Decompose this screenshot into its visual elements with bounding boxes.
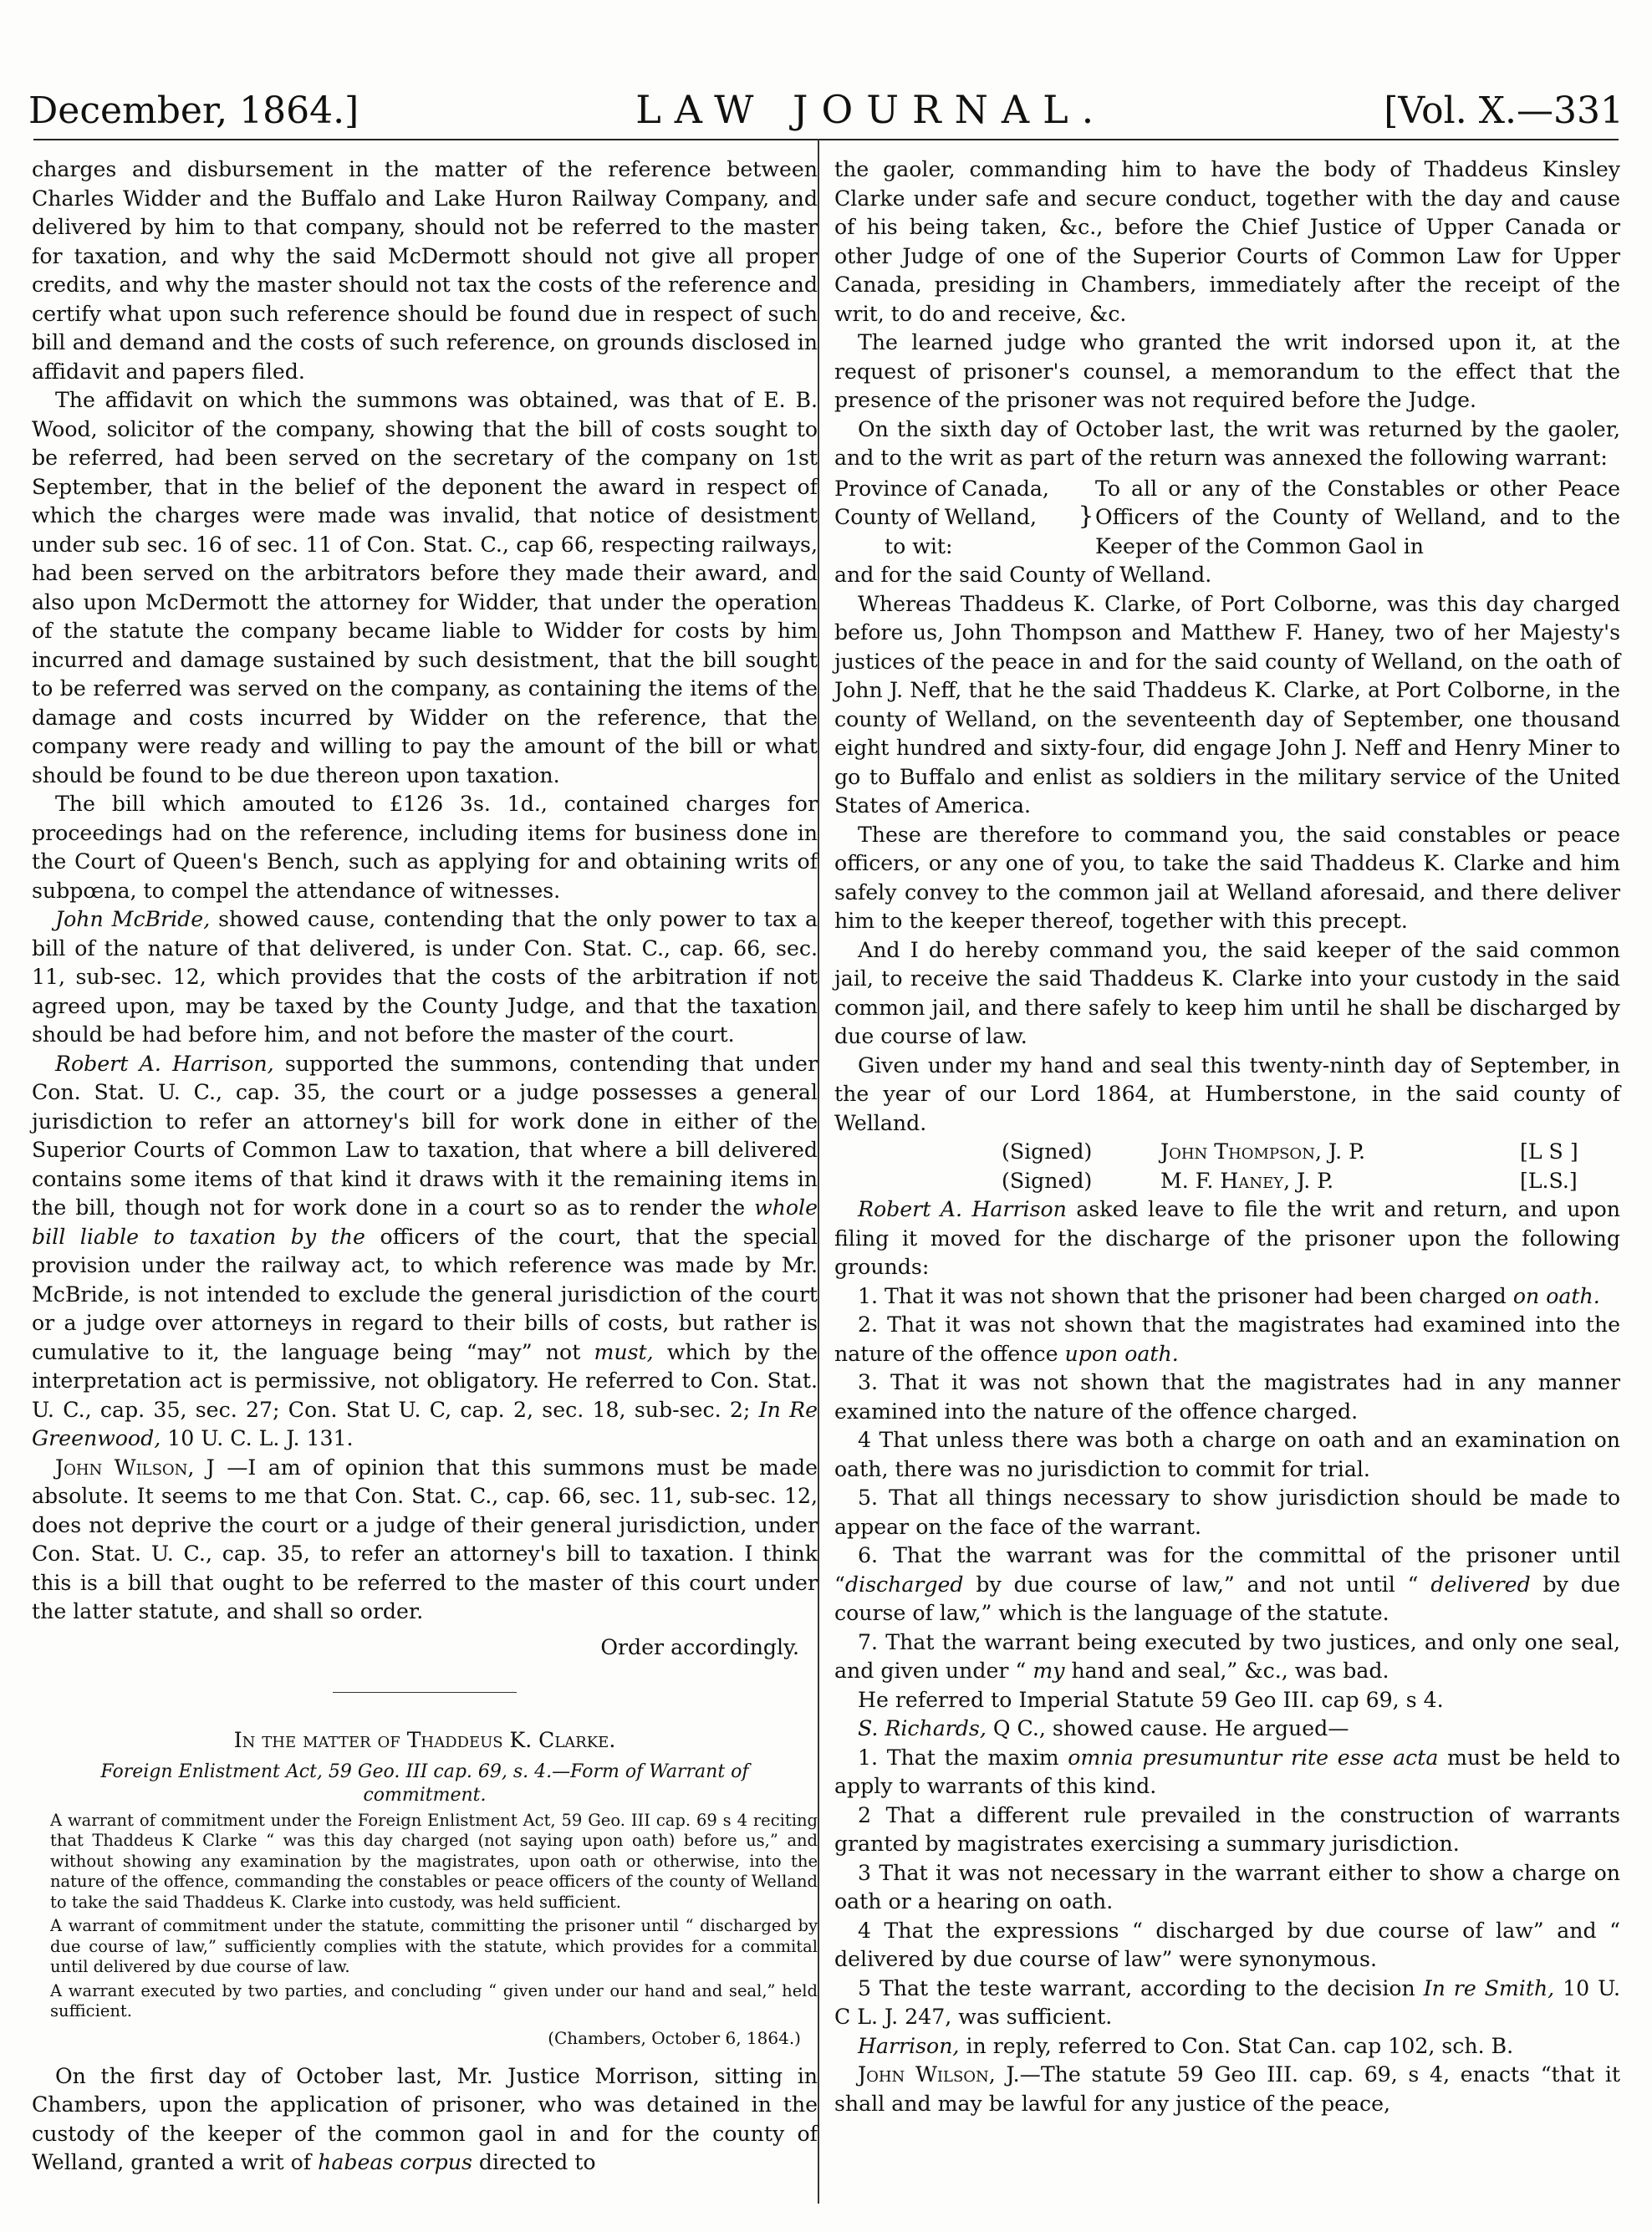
warrant-addressees: To all or any of the Constables or other Peace Officers of the County of Welland, and to the Keeper of the Common Gaol in [1095,476,1620,558]
paragraph-text: officers of the court, that the special provision under the railway act, to which reference was made by Mr. McBride, is not intended to exclude the general jurisdiction of the court or a judge over attorneys in regard to their bills of costs, but rather is cumulative to it, the language being “may” not [32,1224,818,1364]
paragraph [32,905,818,1050]
counsel-name: Harrison, [858,2033,960,2058]
header-journal-title: LAW JOURNAL. [635,87,1108,132]
ground-item: 4 That unless there was both a charge on oath and an examination on oath, there was no jurisdiction to commit for trial. [834,1428,1620,1481]
paragraph-text: asked leave to file the writ and return, and upon filing it moved for the discharge of the prisoner upon the following grounds: [834,1197,1620,1279]
paragraph-text: which by the interpretation act is permissive, not obligatory. He referred to Con. Stat. U. C., cap. 35, sec. 27; Con. Stat U. C, cap. 2, sec. 18, sub-sec. 2; [32,1339,818,1422]
ground-text: 2. That it was not shown that the magistrates had examined into the nature of the offence [834,1312,1620,1366]
paragraph: Whereas Thaddeus K. Clarke, of Port Colborne, was this day charged before us, John Thompson and Matthew F. Haney, two of her Majesty's justices of the peace in and for the said county of Welland, on the oath of John J. Neff, that he the said Thaddeus K. Clarke, at Port Colborne, in the county of Welland, on the seventeenth day of September, one thousand eight hundred and sixty-four, did engage John J. Neff and Henry Miner to go to Buffalo and enlist as soldiers in the military service of the United States of America. [834,591,1620,818]
headnote: A warrant of commitment under the Foreign Enlistment Act, 59 Geo. III cap. 69 s 4 reciting that Thaddeus K Clarke “ was this day charged (not saying upon oath) before us,” and without showing any examination by the magistrates, upon oath or otherwise, into the nature of the offence, commanding the constables or peace officers of the county of Welland to take the said Thaddeus K. Clarke into custody, was held sufficient. [50,1810,818,1912]
paragraph: Given under my hand and seal this twenty-ninth day of September, in the year of our Lord 1864, at Humberstone, in the said county of Welland. [834,1052,1620,1135]
counsel-name: Robert A. Harrison [858,1197,1067,1221]
warrant-address [834,475,1620,562]
ground-text: hand and seal,” &c., was bad. [1064,1659,1389,1683]
paragraph [834,1715,1620,1744]
ground-text: 7. That the warrant being executed by two justices, and only one seal, and given under “ [834,1629,1620,1683]
judge-name: John Wilson, J. [858,2062,1020,2087]
header-rule [33,139,1619,140]
argument-text: must be held to apply to warrants of this kind. [834,1745,1620,1798]
paragraph-text: supported the summons, contending that under Con. Stat. U. C., cap. 35, the court or a judge possesses a general jurisdiction to refer an attorney's bill for work done in either of the Superior Courts of Common Law to taxation, that where a bill delivered contains some items of that kind it draws with it the remaining items in the bill, though not for work done in a court so as to render the [32,1051,818,1220]
argument-text: 1. That the maxim [858,1745,1068,1770]
signature-line [834,1167,1620,1196]
argument-item: 4 That the expressions “ discharged by due course of law” and “ delivered by due course of law” were synonymous. [834,1918,1620,1971]
argument-item [834,1975,1620,2032]
paragraph: the gaoler, commanding him to have the body of Thaddeus Kinsley Clarke under safe and secure conduct, together with the day and cause of his being taken, &c., before the Chief Justice of Upper Canada or other Judge of one of the Superior Courts of Common Law for Upper Canada, presiding in Chambers, immediately after the receipt of the writ, to do and receive, &c. [834,157,1620,326]
left-column [32,155,818,2178]
argument-text: 5 That the teste warrant, according to the decision [858,1975,1424,2000]
paragraph: The learned judge who granted the writ indorsed upon it, at the request of prisoner's counsel, a memorandum to the effect that the presence of the prisoner was not required before the Judge. [834,330,1620,412]
paragraph [32,2062,818,2178]
page-header [28,74,1624,132]
italic-text: delivered [1430,1572,1531,1597]
paragraph: On the sixth day of October last, the writ was returned by the gaoler, and to the writ as part of the return was annexed the following warrant: [834,416,1620,470]
section-rule [333,1692,517,1693]
counsel-name: Robert A. Harrison, [55,1051,274,1076]
paragraph [834,2032,1620,2061]
paragraph: He referred to Imperial Statute 59 Geo III. cap 69, s 4. [858,1687,1444,1712]
seal-mark: [L S ] [1520,1139,1578,1164]
italic-text: omnia presumuntur rite esse acta [1068,1745,1439,1770]
ground-item [834,1628,1620,1686]
argument-text: 10 U. C L. J. 247, was sufficient. [834,1975,1620,2029]
venue-line: to wit: [885,533,953,558]
paragraph: And I do hereby command you, the said keeper of the said common jail, to receive the said Thaddeus K. Clarke into your custody in the said common jail, and there safely to keep him until he shall be discharged by due course of law. [834,937,1620,1048]
paragraph: and for the said County of Welland. [834,563,1212,587]
paragraph-text: Q C., showed cause. He argued— [986,1716,1349,1740]
ground-text: by due course of law,” which is the language of the statute. [834,1572,1621,1625]
ground-item [834,1282,1620,1312]
case-citation: In re Smith, [1423,1975,1555,2000]
paragraph: charges and disbursement in the matter of the reference between Charles Widder and the Buffalo and Lake Huron Railway Company, and delivered by him to that company, should not be referred to the master for taxation, and why the said McDermott should not give all proper credits, and why the master should not tax the costs of the reference and certify what upon such reference should be found due in respect of such bill and demand and the costs of such reference, on grounds disclosed in affidavit and papers filed. [32,157,818,384]
venue-line: County of Welland, [834,505,1037,529]
ground-item: 3. That it was not shown that the magistrates had in any manner examined into the nature of the offence charged. [834,1370,1620,1424]
column-divider [818,139,819,2204]
paragraph-text: directed to [472,2150,596,2174]
paragraph [834,1195,1620,1282]
ground-text: by due course of law,” and not until “ [963,1572,1431,1597]
header-date: December, 1864.] [28,89,359,132]
warrant-venue [834,475,1077,562]
italic-text: habeas corpus [318,2150,472,2174]
signatory-name: M. F. Haney, J. P. [1160,1168,1334,1193]
paragraph-text: showed cause, contending that the only power to tax a bill of the nature of that delivered, is under Con. Stat. C., cap. 66, sec. 11, sub-sec. 12, which provides that the costs of the arbitration if not agreed upon, may be taxed by the County Judge, and that the taxation should be had before him, and not before the master of the court. [32,907,818,1047]
paragraph: These are therefore to command you, the said constables or peace officers, or any one of you, to take the said Thaddeus K. Clarke and him safely convey to the common jail at Welland aforesaid, and there deliver him to the keeper thereof, together with this precept. [834,822,1620,933]
headnote: A warrant executed by two parties, and concluding “ given under our hand and seal,” held sufficient. [50,1980,818,2021]
header-volume-page: [Vol. X.—331 [1384,89,1624,132]
counsel-name: John McBride, [55,907,211,931]
italic-text: upon oath. [1064,1341,1179,1366]
paragraph [32,1050,818,1454]
chambers-date: (Chambers, October 6, 1864.) [548,2027,801,2048]
paragraph-text: 10 U. C. L. J. 131. [161,1426,354,1450]
case-title: In the matter of Thaddeus K. Clarke. [233,1728,616,1752]
italic-text: whole bill liable to taxation by the [32,1195,818,1249]
right-column [834,155,1620,2118]
argument-item [834,1744,1620,1801]
case-subtitle: Foreign Enlistment Act, 59 Geo. III cap. 69, s. 4.—Form of Warrant of commitment. [100,1761,749,1806]
seal-mark: [L.S.] [1520,1168,1578,1193]
paragraph: The affidavit on which the summons was obtained, was that of E. B. Wood, solicitor of the company, showing that the bill of costs sought to be referred, had been served on the secretary of the company on 1st September, that in the belief of the deponent the award in respect of which the charges were made was invalid, that notice of desistment under sub sec. 16 of sec. 11 of Con. Stat. C., cap 66, respecting railways, had been served on the arbitrators before they made their award, and also upon McDermott the attorney for Widder, that under the operation of the statute the company became liable to Widder for costs by him incurred and damage sustained by such desistment, that the bill sought to be referred was served on the company, as containing the items of the damage and costs incurred by Widder on the reference, that the company were ready and willing to pay the amount of the bill or what should be found to be due thereon upon taxation. [32,388,818,787]
venue-line: Province of Canada, [834,476,1049,501]
order-line: Order accordingly. [600,1634,799,1659]
italic-text: on oath. [1512,1283,1600,1308]
paragraph: The bill which amouted to £126 3s. 1d., contained charges for proceedings had on the reference, including items for business done in the Court of Queen's Bench, such as applying for and obtaining writs of subpœna, to compel the attendance of witnesses. [32,792,818,903]
paragraph-text: in reply, referred to Con. Stat Can. cap 102, sch. B. [959,2033,1514,2058]
italic-text: discharged [844,1572,964,1597]
signatory-name: John Thompson, J. P. [1160,1139,1365,1164]
signed-label: (Signed) [1002,1168,1093,1193]
ground-text: 6. That the warrant was for the committal of the prisoner until “ [834,1543,1620,1597]
paragraph-text: —The statute 59 Geo III. cap. 69, s 4, enacts “that it shall and may be lawful for any justice of the peace, [834,2062,1620,2116]
ground-item [834,1311,1620,1368]
signature-line [834,1138,1620,1167]
italic-text: must, [594,1339,654,1364]
headnote: A warrant of commitment under the statute, committing the prisoner until “ discharged by due course of law,” sufficiently complies with the statute, which provides for a commital until delivered by due course of law. [50,1916,818,1976]
ground-item [834,1542,1620,1628]
argument-item: 2 That a different rule prevailed in the construction of warrants granted by magistrates exercising a summary jurisdiction. [834,1802,1620,1856]
ground-item: 5. That all things necessary to show jurisdiction should be made to appear on the face of the warrant. [834,1485,1620,1539]
signed-label: (Signed) [1002,1139,1093,1164]
paragraph-text: On the first day of October last, Mr. Justice Morrison, sitting in Chambers, upon the application of prisoner, who was detained in the custody of the keeper of the common gaol in and for the county of Welland, granted a writ of [32,2063,818,2174]
ground-text: 1. That it was not shown that the prisoner had been charged [858,1283,1513,1308]
argument-item: 3 That it was not necessary in the warrant either to show a charge on oath or a hearing on oath. [834,1860,1620,1914]
counsel-name: S. Richards, [858,1716,987,1740]
italic-text: my [1032,1659,1065,1683]
paragraph [834,2061,1620,2118]
paragraph [32,1454,818,1627]
paragraph-text: —I am of opinion that this summons must be made absolute. It seems to me that Con. Stat. C., cap. 66, sec. 11, sub-sec. 12, does not deprive the court or a judge of their general jurisdiction, under Con. Stat. U. C., cap. 35, to refer an attorney's bill to taxation. I think this is a bill that ought to be referred to the master of this court under the latter statute, and shall so order. [32,1455,818,1623]
case-citation: In Re Greenwood, [32,1397,818,1450]
judge-name: John Wilson, J [55,1455,215,1480]
brace-glyph: } [1078,501,1094,531]
